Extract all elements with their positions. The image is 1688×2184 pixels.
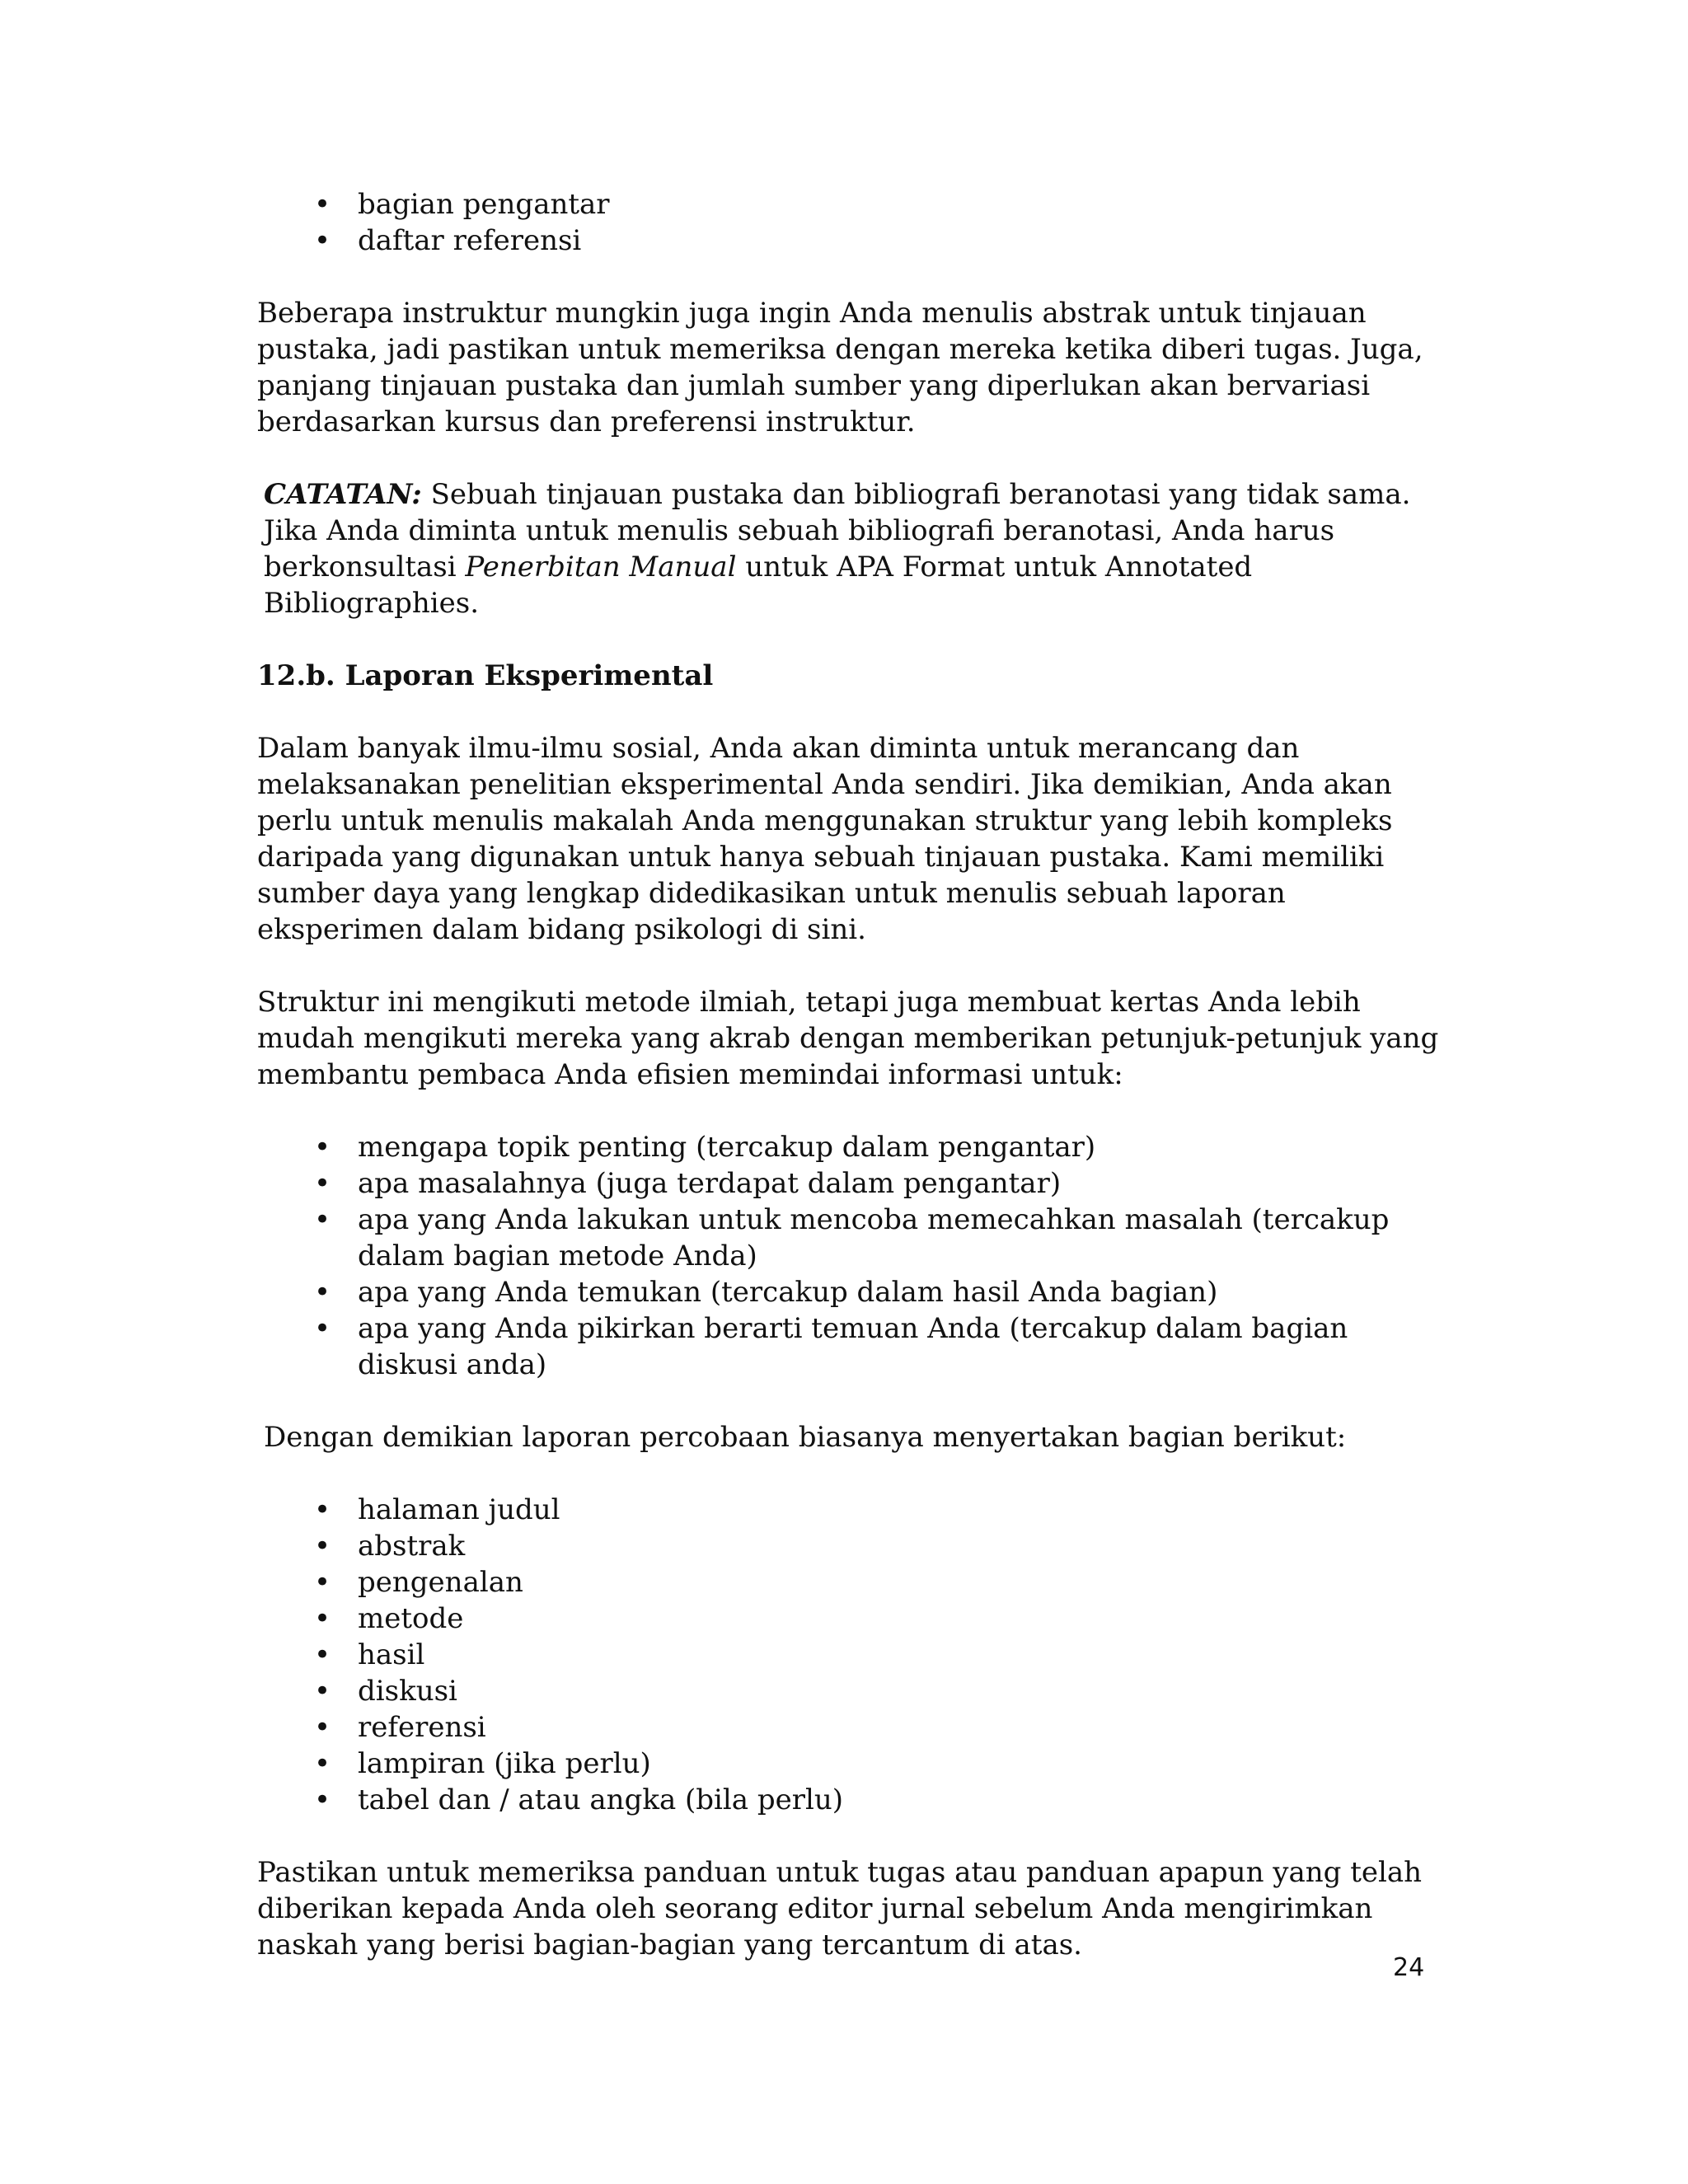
list-item (257, 1492, 1444, 1528)
paragraph-experimental-intro: Dalam banyak ilmu-ilmu sosial, Anda akan diminta untuk merancang dan melaksanakan penelitian eksperimental Anda sendiri. Jika demikian, Anda akan perlu untuk menulis makalah Anda menggunakan struktur yang lebih kompleks daripada yang digunakan untuk hanya sebuah tinjauan pustaka. Kami memiliki sumber daya yang lengkap didedikasikan untuk menulis sebuah laporan eksperimen dalam bidang psikologi di sini. (257, 732, 1393, 946)
bullet-icon: • (313, 1783, 331, 1816)
paragraph-structure: Struktur ini mengikuti metode ilmiah, tetapi juga membuat kertas Anda lebih mudah mengikuti mereka yang akrab dengan memberikan petunjuk-petunjuk yang membantu pembaca Anda efisien memindai informasi untuk: (257, 986, 1439, 1091)
bullet-icon: • (313, 1203, 331, 1236)
bullet-icon: • (313, 188, 331, 221)
list-item (257, 1165, 1444, 1202)
list-item-text: referensi (358, 1711, 486, 1744)
list-item-text: apa yang Anda lakukan untuk mencoba memecahkan masalah (tercakup dalam bagian metode Anda) (358, 1203, 1390, 1272)
bullet-icon: • (313, 1747, 331, 1780)
list-item-text: lampiran (jika perlu) (358, 1747, 651, 1780)
list-item (257, 1637, 1444, 1673)
list-item-text: apa yang Anda temukan (tercakup dalam hasil Anda bagian) (358, 1276, 1218, 1309)
bullet-icon: • (313, 1602, 331, 1635)
list-item (257, 1274, 1444, 1310)
list-item (257, 1709, 1444, 1746)
list-item (257, 1746, 1444, 1782)
bullet-icon: • (313, 1312, 331, 1345)
report-sections-list (257, 1492, 1444, 1818)
section-heading: 12.b. Laporan Eksperimental (257, 659, 714, 692)
list-item-text: hasil (358, 1638, 425, 1671)
bullet-icon: • (313, 1638, 331, 1671)
list-item (257, 1601, 1444, 1637)
bullet-icon: • (313, 1131, 331, 1164)
list-item (257, 1202, 1444, 1274)
list-item-text: apa masalahnya (juga terdapat dalam pengantar) (358, 1167, 1062, 1200)
note-label: CATATAN: (264, 478, 422, 511)
list-item-text: mengapa topik penting (tercakup dalam pengantar) (358, 1131, 1096, 1164)
bullet-icon: • (313, 1167, 331, 1200)
list-item-text: pengenalan (358, 1566, 523, 1599)
list-item (257, 223, 1444, 259)
list-item-text: halaman judul (358, 1493, 560, 1526)
bullet-icon: • (313, 1675, 331, 1708)
note-paragraph (257, 476, 1444, 621)
list-item (257, 1564, 1444, 1601)
list-item-text: metode (358, 1602, 464, 1635)
bullet-icon: • (313, 1493, 331, 1526)
list-item (257, 1782, 1444, 1818)
bullet-icon: • (313, 224, 331, 257)
paragraph-sections-intro: Dengan demikian laporan percobaan biasanya menyertakan bagian berikut: (264, 1421, 1347, 1454)
bullet-icon: • (313, 1711, 331, 1744)
list-item-text: apa yang Anda pikirkan berarti temuan Anda (tercakup dalam bagian diskusi anda) (358, 1312, 1348, 1381)
list-item (257, 1310, 1444, 1383)
purpose-list (257, 1129, 1444, 1383)
page-content (257, 186, 1444, 1963)
paragraph-abstract-note: Beberapa instruktur mungkin juga ingin Anda menulis abstrak untuk tinjauan pustaka, jadi pastikan untuk memeriksa dengan mereka ketika diberi tugas. Juga, panjang tinjauan pustaka dan jumlah sumber yang diperlukan akan bervariasi berdasarkan kursus dan preferensi instruktur. (257, 297, 1423, 438)
paragraph-closing: Pastikan untuk memeriksa panduan untuk tugas atau panduan apapun yang telah diberikan kepada Anda oleh seorang editor jurnal sebelum Anda mengirimkan naskah yang berisi bagian-bagian yang tercantum di atas. (257, 1856, 1423, 1961)
note-italic-text: Penerbitan Manual (465, 551, 737, 583)
bullet-icon: • (313, 1530, 331, 1563)
list-item-text: abstrak (358, 1530, 466, 1563)
page-number: 24 (1393, 1953, 1425, 1982)
bullet-icon: • (313, 1566, 331, 1599)
list-item (257, 1129, 1444, 1165)
list-item (257, 1673, 1444, 1709)
intro-sections-list (257, 186, 1444, 259)
list-item-text: bagian pengantar (358, 188, 610, 221)
bullet-icon: • (313, 1276, 331, 1309)
list-item (257, 1528, 1444, 1564)
list-item-text: tabel dan / atau angka (bila perlu) (358, 1783, 844, 1816)
note-text-2: untuk APA Format untuk Annotated Bibliographies. (264, 551, 1253, 620)
list-item-text: diskusi (358, 1675, 457, 1708)
note-text-1: Sebuah tinjauan pustaka dan bibliografi beranotasi yang tidak sama. Jika Anda diminta untuk menulis sebuah bibliografi beranotasi, Anda harus berkonsultasi (264, 478, 1411, 583)
list-item (257, 186, 1444, 223)
list-item-text: daftar referensi (358, 224, 582, 257)
